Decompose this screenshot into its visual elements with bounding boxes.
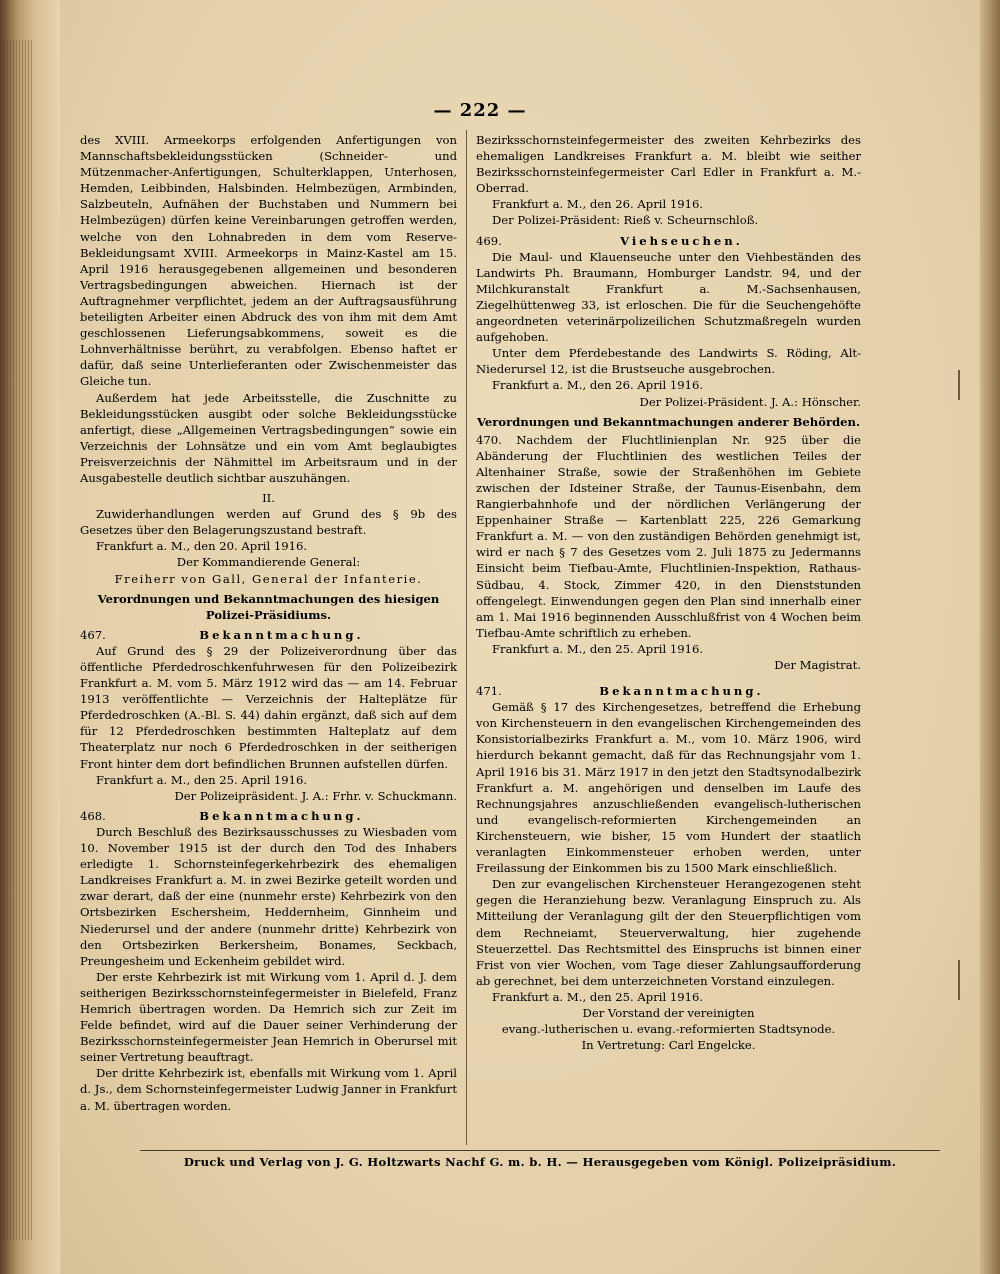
date-line: Frankfurt a. M., den 25. April 1916. xyxy=(96,772,308,787)
right-column xyxy=(476,132,861,1053)
notice-header xyxy=(476,233,861,249)
paragraph: des XVIII. Armeekorps erfolgenden Anfertigungen von Mannschaftsbekleidungsstücken (Schneider- und Mützenmacher-Anfertigungen, Schulterklappen, Unterhosen, Hemden, Leibbinden, Halsbinden. Helmbezügen, Armbinden, Salzbeuteln, Aufnähen der Buchstaben und Nummern bei Helmbezügen) dürfen keine Vereinbarungen getroffen werden, welche von den Lohnabreden in dem vom Reserve-Bekleidungsamt XVIII. Armeekorps in Mainz-Kastel am 15. April 1916 herausgegebenen allgemeinen und besonderen Vertragsbedingungen abweichen. Hiernach ist der Auftragnehmer verpflichtet, jedem an der Auftragsausführung beteiligten Arbeiter einen Abdruck des von ihm mit dem Amt geschlossenen Lieferungsabkommens, soweit es die Lohnverhältnisse berührt, zu verabfolgen. Ebenso haftet er dafür, daß seine Unterlieferanten oder Zwischenmeister das Gleiche tun. xyxy=(80,133,457,389)
paragraph: Den zur evangelischen Kirchensteuer Herangezogenen steht gegen die Heranziehung bezw. Veranlagung Einspruch zu. Als Mitteilung der Veranlagung gilt der den Steuerpflichtigen vom dem Rechneiamt, Steuerverwaltung, hier zugehende Steuerzettel. Das Rechtsmittel des Einspruchs ist binnen einer Frist von vier Wochen, vom Tage dieser Zahlungsaufforderung ab gerechnet, bei dem unterzeichneten Vorstand einzulegen. xyxy=(476,877,861,988)
section-heading: Verordnungen und Bekanntmachungen des hiesigen Polizei-Präsidiums. xyxy=(97,591,440,622)
paragraph: Der erste Kehrbezirk ist mit Wirkung vom 1. April d. J. dem seitherigen Bezirksschornsteinfegermeister in Bielefeld, Franz Hemrich übertragen worden. Da Hemrich sich zur Zeit im Felde befindet, wird auf die Dauer seiner Verhinderung der Bezirksschornsteinfegermeister Jean Hemrich in Oberursel mit seiner Vertretung beauftragt. xyxy=(80,969,457,1065)
date-line: Frankfurt a. M., den 26. April 1916. xyxy=(492,197,704,212)
notice-number: 468. xyxy=(80,808,106,823)
margin-mark xyxy=(958,370,960,400)
signature: Der Polizei-Präsident: Rieß v. Scheurnschloß. xyxy=(492,213,759,228)
left-column xyxy=(80,132,457,1114)
section-heading: Verordnungen und Bekanntmachungen anderer Behörden. xyxy=(476,414,861,429)
paragraph: Durch Beschluß des Bezirksausschusses zu Wiesbaden vom 10. November 1915 ist der durch den Tod des Inhabers erledigte 1. Schornsteinfegerkehrbezirk des ehemaligen Landkreises Frankfurt a. M. in zwei Bezirke geteilt worden und zwar derart, daß der eine (nunmehr erste) Kehrbezirk von den Ortsbezirken Eschersheim, Heddernheim, Ginnheim und Niederursel und der andere (nunmehr dritte) Kehrbezirk von den Ortsbezirken Berkersheim, Bonames, Seckbach, Preungesheim und Eckenheim gebildet wird. xyxy=(80,824,457,968)
paragraph: Auf Grund des § 29 der Polizeiverordnung über das öffentliche Pferdedroschkenfuhrwesen für den Polizeibezirk Frankfurt a. M. vom 5. März 1912 wird das — am 14. Februar 1913 veröffentlichte — Verzeichnis der Halteplätze für Pferdedroschken (A.-Bl. S. 44) dahin ergänzt, daß sich auf dem für 12 Pferdedroschken bestimmten Halteplatz auf dem Theaterplatz nur noch 6 Pferdedroschken in der seitherigen Front hinter dem dort befindlichen Brunnen aufstellen dürfen. xyxy=(80,643,457,771)
signature-line: In Vertretung: Carl Engelcke. xyxy=(581,1038,756,1053)
signature: Der Polizeipräsident. J. A.: Frhr. v. Schuckmann. xyxy=(174,788,457,803)
notice-header xyxy=(80,627,457,643)
notice-title: Bekanntmachung. xyxy=(199,627,364,642)
notice-header xyxy=(476,683,861,699)
notice-header xyxy=(80,808,457,824)
margin-mark xyxy=(958,960,960,1000)
paragraph: Unter dem Pferdebestande des Landwirts S. Röding, Alt-Niederursel 12, ist die Brustseuche ausgebrochen. xyxy=(476,346,861,377)
signature: Der Magistrat. xyxy=(774,658,861,672)
section-number: II. xyxy=(262,491,275,506)
paragraph: Außerdem hat jede Arbeitsstelle, die Zuschnitte zu Bekleidungsstücken ausgibt oder solche Bekleidungsstücke anfertigt, diese „Allgemeinen Vertragsbedingungen“ sowie ein Verzeichnis der Lohnsätze und ein vom Amt beglaubigtes Preisverzeichnis der Nähmittel im Arbeitsraum und in der Ausgabestelle deutlich sichtbar auszuhängen. xyxy=(80,390,457,485)
page-edge xyxy=(980,0,1000,1274)
paragraph: Die Maul- und Klauenseuche unter den Viehbeständen des Landwirts Ph. Braumann, Homburger Landstr. 94, und der Milchkuranstalt Frankfurt a. M.-Sachsenhausen, Ziegelhüttenweg 33, ist erloschen. Die für die Seuchengehöfte angeordneten veterinärpolizeilichen Schutzmaßregeln wurden aufgehoben. xyxy=(476,249,861,345)
notice-number: 469. xyxy=(476,233,502,248)
footer-rule xyxy=(140,1150,940,1151)
paragraph: Der dritte Kehrbezirk ist, ebenfalls mit Wirkung vom 1. April d. Js., dem Schornsteinfegermeister Ludwig Janner in Frankfurt a. M. übertragen worden. xyxy=(80,1066,457,1113)
notice-title: Bekanntmachung. xyxy=(599,684,764,699)
notice-title: Bekanntmachung. xyxy=(199,808,364,823)
date-line: Frankfurt a. M., den 20. April 1916. xyxy=(96,539,308,554)
notice-number: 467. xyxy=(80,627,106,642)
signature-line: evang.-lutherischen u. evang.-reformierten Stadtsynode. xyxy=(501,1022,836,1037)
paragraph: Bezirksschornsteinfegermeister des zweiten Kehrbezirks des ehemaligen Landkreises Frankfurt a. M. bleibt wie seither Bezirksschornsteinfegermeister Carl Edler in Frankfurt a. M.-Oberrad. xyxy=(476,133,861,196)
signer-title: Der Kommandierende General: xyxy=(176,555,361,570)
column-divider xyxy=(466,130,467,1145)
paragraph: 470. Nachdem der Fluchtlinienplan Nr. 925 über die Abänderung der Fluchtlinien des westlichen Teiles der Altenhainer Straße, sowie der Straßenhöhen im Gebiete zwischen der Idsteiner Straße, der Taunus-Eisenbahn, dem Rangierbahnhofe und der nördlichen Verlängerung der Eppenhainer Straße — Kartenblatt 225, 226 Gemarkung Frankfurt a. M. — von den zuständigen Behörden genehmigt ist, wird er nach § 7 des Gesetzes vom 2. Juli 1875 zu Jedermanns Einsicht beim Tiefbau-Amte, Fluchtlinien-Inspektion, Rathaus-Südbau, 4. Stock, Zimmer 420, in den Dienststunden offengelegt. Einwendungen gegen den Plan sind innerhalb einer am 1. Mai 1916 beginnenden Ausschlußfrist von 4 Wochen beim Tiefbau-Amte schriftlich zu erheben. xyxy=(476,432,861,640)
date-line: Frankfurt a. M., den 26. April 1916. xyxy=(492,378,704,393)
signature-line: Der Vorstand der vereinigten xyxy=(582,1005,755,1020)
date-line: Frankfurt a. M., den 25. April 1916. xyxy=(492,641,704,656)
signature: Der Polizei-Präsident. J. A.: Hönscher. xyxy=(639,394,861,409)
notice-title: Viehseuchen. xyxy=(620,233,743,248)
imprint-footer: Druck und Verlag von J. G. Holtzwarts Nachf G. m. b. H. — Herausgegeben vom Königl. Polizeipräsidium. xyxy=(183,1155,897,1169)
paragraph: Gemäß § 17 des Kirchengesetzes, betreffend die Erhebung von Kirchensteuern in den evangelischen Kirchengemeinden des Konsistorialbezirks Frankfurt a. M., vom 10. März 1906, wird hierdurch bekannt gemacht, daß für das Rechnungsjahr vom 1. April 1916 bis 31. März 1917 in den jetzt den Stadtsynodalbezirk Frankfurt a. M. angehörigen und denselben im Laufe des Rechnungsjahres anzuschließenden evangelisch-lutherischen und evangelisch-reformierten Kirchengemeinden an Kirchensteuern, wie bisher, 15 vom Hundert der staatlich veranlagten Einkommensteuer erhoben werden, unter Freilassung der Einkommen bis zu 1500 Mark einschließlich. xyxy=(476,700,861,876)
page-number: — 222 — xyxy=(433,100,527,121)
notice-number: 471. xyxy=(476,684,502,699)
date-line: Frankfurt a. M., den 25. April 1916. xyxy=(492,989,704,1004)
paragraph: Zuwiderhandlungen werden auf Grund des § 9b des Gesetzes über den Belagerungszustand bestraft. xyxy=(80,507,457,538)
signer-name: Freiherr von Gall, General der Infanterie. xyxy=(114,571,423,586)
book-binding xyxy=(0,0,60,1274)
